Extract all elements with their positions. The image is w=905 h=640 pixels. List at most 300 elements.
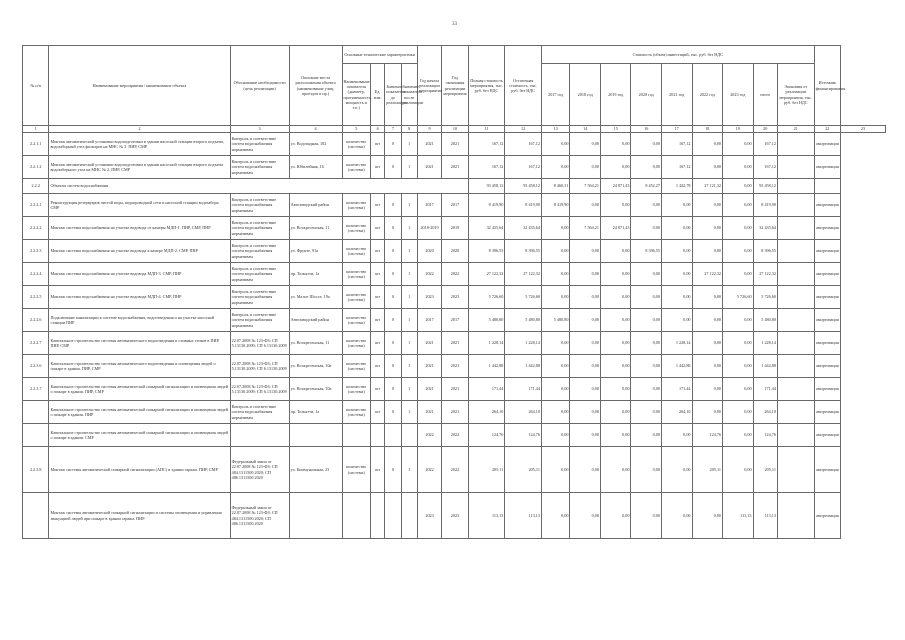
- row-cost-cell: 264,10: [468, 401, 505, 424]
- row-year-cell: 0,00: [541, 263, 569, 286]
- row-char-cell: количество (система): [342, 194, 370, 217]
- table-row: [23, 263, 886, 286]
- row-year-cell: 0,00: [631, 217, 662, 240]
- row-remain-cell: 5 726,60: [505, 286, 542, 309]
- row-year-end-cell: 2020: [442, 240, 468, 263]
- row-year-cell: 0,00: [541, 286, 569, 309]
- row-year-cell: 0,00: [692, 156, 723, 179]
- row-basis-cell: Контроль и соответствие систем водоснабжения нормативам: [230, 194, 289, 217]
- row-year-cell: 0,00: [600, 401, 631, 424]
- table-row: [23, 156, 886, 179]
- row-before-cell: 0: [385, 156, 401, 179]
- row-year-cell: 0,00: [723, 355, 754, 378]
- row-after-cell: 1: [401, 355, 417, 378]
- table-row: [23, 194, 886, 217]
- header-year: 2022 год: [692, 64, 723, 126]
- row-eff-cell: [777, 240, 814, 263]
- row-char-cell: [342, 424, 370, 447]
- row-year-end-cell: 2021: [442, 133, 468, 156]
- row-eff-cell: [777, 493, 814, 539]
- header-year-end: Год окончания реализации мероприятия: [442, 46, 468, 126]
- row-name-cell: Капитальное строительство системы автоматического водоотведения и сливных стоков в ПИР. ПИР, СМР: [49, 332, 230, 355]
- row-year-start-cell: 2022: [417, 447, 441, 493]
- row-char-cell: количество (система): [342, 332, 370, 355]
- row-after-cell: 1: [401, 286, 417, 309]
- row-unit-cell: шт: [371, 355, 385, 378]
- row-name-cell: Капитальное строительство системы автоматического водоотведения и оповещения людей о пожаре в здании. ПИР, СМР: [49, 355, 230, 378]
- row-total-cell: 167,12: [753, 156, 777, 179]
- row-year-cell: 0,00: [541, 493, 569, 539]
- column-number: 8: [401, 126, 417, 133]
- header-tech-group: Основные технические характеристики: [342, 46, 417, 64]
- row-before-cell: 0: [385, 263, 401, 286]
- row-year-cell: 5 480,80: [541, 309, 569, 332]
- row-year-end-cell: 2021: [442, 156, 468, 179]
- column-number: 19: [723, 126, 754, 133]
- row-year-cell: 8 460,31: [541, 179, 569, 194]
- row-year-end-cell: 2022: [442, 424, 468, 447]
- row-year-end-cell: 2023: [442, 286, 468, 309]
- row-after-cell: 1: [401, 240, 417, 263]
- row-before-cell: 0: [385, 332, 401, 355]
- row-year-start-cell: 2017: [417, 194, 441, 217]
- row-before-cell: [385, 424, 401, 447]
- row-year-cell: 24 871,43: [600, 179, 631, 194]
- row-year-cell: 0,00: [661, 309, 692, 332]
- header-year-start: Год начала реализации мероприятия: [417, 46, 441, 126]
- column-number: 14: [570, 126, 601, 133]
- row-basis-cell: Контроль и соответствие систем водоснабжения нормативам: [230, 240, 289, 263]
- row-year-cell: 0,00: [600, 309, 631, 332]
- row-location-cell: Автозаводский район: [289, 309, 342, 332]
- table-row: [23, 286, 886, 309]
- row-year-end-cell: 2017: [442, 309, 468, 332]
- row-char-cell: количество (система): [342, 286, 370, 309]
- row-year-cell: 0,00: [600, 447, 631, 493]
- row-year-cell: 0,00: [692, 401, 723, 424]
- row-year-cell: 0,00: [692, 133, 723, 156]
- row-cost-cell: 171,44: [468, 378, 505, 401]
- row-num-cell: 2.2.2: [23, 179, 49, 194]
- row-before-cell: 0: [385, 378, 401, 401]
- header-year: 2020 год: [631, 64, 662, 126]
- row-year-cell: 0,00: [723, 401, 754, 424]
- row-year-start-cell: 2022: [417, 263, 441, 286]
- column-number: 17: [661, 126, 692, 133]
- row-year-cell: 0,00: [661, 447, 692, 493]
- header-year: 2019 год: [600, 64, 631, 126]
- row-name-cell: Объекты систем водоснабжения: [49, 179, 468, 194]
- row-source-cell: амортизация: [814, 355, 840, 378]
- row-unit-cell: шт: [371, 378, 385, 401]
- row-year-end-cell: 2019: [442, 217, 468, 240]
- column-number: 15: [600, 126, 631, 133]
- row-year-start-cell: 2021: [417, 133, 441, 156]
- row-cost-cell: 5 726,60: [468, 286, 505, 309]
- row-eff-cell: [777, 179, 814, 194]
- row-unit-cell: шт: [371, 133, 385, 156]
- row-after-cell: 1: [401, 263, 417, 286]
- header-source: Источник финансирования: [814, 46, 840, 126]
- row-year-cell: 0,00: [692, 217, 723, 240]
- row-year-cell: 0,00: [541, 332, 569, 355]
- row-year-cell: 0,00: [661, 194, 692, 217]
- row-cost-cell: 27 122,32: [468, 263, 505, 286]
- row-char-cell: количество (система): [342, 447, 370, 493]
- row-year-cell: 0,00: [541, 378, 569, 401]
- row-year-cell: 0,00: [541, 447, 569, 493]
- column-number: 10: [442, 126, 468, 133]
- row-year-cell: 0,00: [600, 263, 631, 286]
- row-year-cell: 0,00: [631, 263, 662, 286]
- row-year-cell: 7 564,21: [570, 179, 601, 194]
- row-char-cell: количество (система): [342, 263, 370, 286]
- row-year-cell: 27 122,32: [692, 263, 723, 286]
- row-year-cell: 0,00: [541, 355, 569, 378]
- row-total-cell: 93 458,12: [753, 179, 777, 194]
- table-body: [23, 133, 886, 539]
- row-source-cell: амортизация: [814, 194, 840, 217]
- row-year-cell: 0,00: [723, 133, 754, 156]
- row-remain-cell: 8 396,55: [505, 240, 542, 263]
- column-number: 16: [631, 126, 662, 133]
- row-location-cell: [289, 424, 342, 447]
- row-cost-cell: 167,12: [468, 156, 505, 179]
- row-year-cell: 0,00: [541, 133, 569, 156]
- row-year-start-cell: 2021: [417, 401, 441, 424]
- row-year-cell: 0,00: [600, 493, 631, 539]
- row-year-cell: 0,00: [692, 378, 723, 401]
- row-source-cell: амортизация: [814, 240, 840, 263]
- row-source-cell: амортизация: [814, 424, 840, 447]
- row-unit-cell: шт: [371, 194, 385, 217]
- header-num: № п/п: [23, 46, 49, 126]
- table-row: [23, 217, 886, 240]
- row-before-cell: 0: [385, 447, 401, 493]
- header-total: итого: [753, 64, 777, 126]
- row-year-cell: 7 564,21: [570, 217, 601, 240]
- table-row: [23, 493, 886, 539]
- row-year-cell: 0,00: [661, 240, 692, 263]
- column-number: 23: [841, 126, 886, 133]
- row-year-cell: 0,00: [723, 156, 754, 179]
- row-remain-cell: 27 122,32: [505, 263, 542, 286]
- row-year-cell: 0,00: [570, 378, 601, 401]
- row-year-cell: 0,00: [692, 286, 723, 309]
- row-name-cell: Монтаж системы автоматической пожарной сигнализации и системы оповещения и управления эвакуацией людей при пожаре в здании гаража. ПИР: [49, 493, 230, 539]
- header-remain: Остаточная стоимость, тыс. руб. без НДС: [505, 46, 542, 126]
- row-year-cell: 1 442,78: [661, 179, 692, 194]
- row-total-cell: 27 122,32: [753, 263, 777, 286]
- row-unit-cell: шт: [371, 156, 385, 179]
- column-number: 21: [777, 126, 814, 133]
- row-location-cell: пр. Тольятти, 1а: [289, 263, 342, 286]
- row-total-cell: 171,44: [753, 378, 777, 401]
- header-tech-char: Наименование показателя (диаметр, протяженность, мощность и т.п.): [342, 64, 370, 126]
- table-row: [23, 378, 886, 401]
- row-year-end-cell: 2022: [442, 263, 468, 286]
- row-num-cell: 2.2.2.4: [23, 263, 49, 286]
- row-location-cell: Автозаводский район: [289, 194, 342, 217]
- column-number-row: [23, 126, 886, 133]
- column-number: 4: [289, 126, 342, 133]
- row-year-cell: 0,00: [723, 194, 754, 217]
- row-eff-cell: [777, 447, 814, 493]
- row-basis-cell: Контроль и соответствие систем водоснабжения нормативам: [230, 133, 289, 156]
- row-year-end-cell: 2021: [442, 401, 468, 424]
- row-remain-cell: 1 228,14: [505, 332, 542, 355]
- row-year-start-cell: 2017: [417, 309, 441, 332]
- row-year-cell: 0,00: [723, 332, 754, 355]
- row-year-cell: 27 121,32: [692, 179, 723, 194]
- row-year-end-cell: 2022: [442, 447, 468, 493]
- row-basis-cell: Контроль и соответствие систем водоснабжения нормативам: [230, 263, 289, 286]
- row-eff-cell: [777, 263, 814, 286]
- row-year-cell: 5 726,60: [723, 286, 754, 309]
- header-basis: Обоснование необходимости (цель реализации): [230, 46, 289, 126]
- row-num-cell: 2.2.2.1: [23, 194, 49, 217]
- row-year-start-cell: 2021: [417, 355, 441, 378]
- row-num-cell: 2.2.3.8: [23, 447, 49, 493]
- row-remain-cell: 124,76: [505, 424, 542, 447]
- row-total-cell: 8 396,55: [753, 240, 777, 263]
- row-basis-cell: Контроль и соответствие систем водоснабжения нормативам: [230, 401, 289, 424]
- row-year-cell: 124,76: [692, 424, 723, 447]
- row-year-cell: 205,11: [692, 447, 723, 493]
- row-total-cell: 113,13: [753, 493, 777, 539]
- row-year-cell: 0,00: [661, 493, 692, 539]
- row-source-cell: амортизация: [814, 286, 840, 309]
- row-after-cell: 1: [401, 156, 417, 179]
- row-after-cell: 1: [401, 309, 417, 332]
- column-number: 22: [814, 126, 840, 133]
- row-year-cell: 0,00: [723, 309, 754, 332]
- row-unit-cell: шт: [371, 309, 385, 332]
- table-row: [23, 332, 886, 355]
- row-after-cell: 1: [401, 217, 417, 240]
- row-cost-cell: 1 228,14: [468, 332, 505, 355]
- row-basis-cell: Контроль и соответствие систем водоснабжения нормативам: [230, 286, 289, 309]
- row-year-cell: 0,00: [723, 263, 754, 286]
- row-num-cell: 2.2.3.7: [23, 378, 49, 401]
- row-year-end-cell: 2017: [442, 194, 468, 217]
- row-year-cell: 0,00: [600, 156, 631, 179]
- row-basis-cell: Федеральный закон от 22.07.2008 № 123-ФЗ; СП 484.1311500.2020; СП 486.1311500.2020: [230, 447, 289, 493]
- row-year-cell: 0,00: [631, 156, 662, 179]
- row-year-end-cell: 2021: [442, 378, 468, 401]
- row-year-cell: 0,00: [661, 286, 692, 309]
- row-year-cell: 0,00: [600, 194, 631, 217]
- row-total-cell: 8 419,90: [753, 194, 777, 217]
- row-location-cell: ул. Воскресенская, 11: [289, 332, 342, 355]
- row-before-cell: 0: [385, 133, 401, 156]
- row-year-cell: 0,00: [570, 424, 601, 447]
- row-num-cell: [23, 401, 49, 424]
- row-num-cell: [23, 424, 49, 447]
- row-year-cell: 113,13: [723, 493, 754, 539]
- row-year-cell: 0,00: [541, 217, 569, 240]
- row-eff-cell: [777, 401, 814, 424]
- row-location-cell: ул. Воскресенская, 10а: [289, 355, 342, 378]
- row-num-cell: 2.2.2.5: [23, 286, 49, 309]
- row-remain-cell: 5 480,80: [505, 309, 542, 332]
- row-eff-cell: [777, 378, 814, 401]
- row-year-cell: 0,00: [541, 424, 569, 447]
- row-year-cell: 0,00: [692, 309, 723, 332]
- row-total-cell: 1 442,88: [753, 355, 777, 378]
- row-before-cell: 0: [385, 309, 401, 332]
- row-char-cell: количество (система): [342, 309, 370, 332]
- row-name-cell: Капитальное строительство системы автоматической пожарной сигнализации и оповещения людей о пожаре в здании. СМР: [49, 424, 230, 447]
- header-tech-before: Значение показателя до реализации: [385, 64, 401, 126]
- row-year-start-cell: 2022: [417, 424, 441, 447]
- row-unit-cell: [371, 493, 385, 539]
- row-year-cell: 0,00: [723, 240, 754, 263]
- page-number: 33: [452, 22, 457, 27]
- column-number: 13: [541, 126, 569, 133]
- column-number: 5: [342, 126, 370, 133]
- row-eff-cell: [777, 286, 814, 309]
- table-row: [23, 447, 886, 493]
- row-basis-cell: Контроль и соответствие систем водоснабжения нормативам: [230, 156, 289, 179]
- investment-table: [22, 45, 886, 539]
- table-subtotal-row: [23, 179, 886, 194]
- row-year-cell: 0,00: [692, 493, 723, 539]
- row-before-cell: 0: [385, 194, 401, 217]
- row-num-cell: 2.2.3.6: [23, 355, 49, 378]
- row-source-cell: амортизация: [814, 217, 840, 240]
- row-unit-cell: шт: [371, 286, 385, 309]
- row-year-cell: 0,00: [631, 378, 662, 401]
- row-name-cell: Монтаж автоматической установки водоподготовки в здании насосной станции второго подъема водозаборного узла на МНС № 2. ПИР, СМР: [49, 156, 230, 179]
- row-cost-cell: 113,13: [468, 493, 505, 539]
- row-location-cell: ул. Фрунзе, 91а: [289, 240, 342, 263]
- row-year-cell: 0,00: [570, 240, 601, 263]
- column-number: 2: [49, 126, 230, 133]
- row-source-cell: амортизация: [814, 156, 840, 179]
- row-location-cell: ул. Юбилейная, 16: [289, 156, 342, 179]
- row-unit-cell: шт: [371, 217, 385, 240]
- row-eff-cell: [777, 424, 814, 447]
- row-year-cell: 0,00: [570, 286, 601, 309]
- row-total-cell: 1 228,14: [753, 332, 777, 355]
- row-year-cell: 0,00: [600, 133, 631, 156]
- header-year: 2021 год: [661, 64, 692, 126]
- row-after-cell: 1: [401, 332, 417, 355]
- row-source-cell: амортизация: [814, 332, 840, 355]
- row-year-cell: 0,00: [692, 332, 723, 355]
- row-char-cell: количество (система): [342, 156, 370, 179]
- row-after-cell: 1: [401, 401, 417, 424]
- row-total-cell: 124,76: [753, 424, 777, 447]
- header-year: 2023 год: [723, 64, 754, 126]
- row-eff-cell: [777, 309, 814, 332]
- row-cost-cell: 93 458,12: [468, 179, 505, 194]
- row-basis-cell: Федеральный закон от 22.07.2008 № 123-ФЗ; СП 484.1311500.2020; СП 486.1311500.2020: [230, 493, 289, 539]
- row-year-cell: 8 452,27: [631, 179, 662, 194]
- row-name-cell: Монтаж системы водоснабжения на участке водовода от камеры МДП-1. ПИР, СМР, ПНР: [49, 217, 230, 240]
- row-year-cell: 171,44: [661, 378, 692, 401]
- row-year-cell: 264,10: [661, 401, 692, 424]
- row-total-cell: 264,10: [753, 401, 777, 424]
- row-year-cell: 0,00: [600, 286, 631, 309]
- row-year-cell: 0,00: [570, 263, 601, 286]
- row-name-cell: Монтаж автоматической установки водоподготовки в здании насосной станции второго подъема, водозаборный узел фильтров на МНС № 3. ПИР, СМР: [49, 133, 230, 156]
- row-char-cell: количество (система): [342, 378, 370, 401]
- row-after-cell: [401, 493, 417, 539]
- table-row: [23, 355, 886, 378]
- row-remain-cell: 167,12: [505, 156, 542, 179]
- header-name: Наименование мероприятия / наименование объекта: [49, 46, 230, 126]
- row-eff-cell: [777, 194, 814, 217]
- row-year-cell: 1 228,14: [661, 332, 692, 355]
- row-unit-cell: [371, 424, 385, 447]
- row-year-cell: 0,00: [600, 240, 631, 263]
- row-year-end-cell: 2023: [442, 493, 468, 539]
- header-tech-unit: Ед. изм.: [371, 64, 385, 126]
- row-char-cell: количество (система): [342, 240, 370, 263]
- row-before-cell: 0: [385, 355, 401, 378]
- header-location: Описание места расположения объекта (наименование улиц, проездов и пр.): [289, 46, 342, 126]
- row-year-cell: 0,00: [723, 447, 754, 493]
- row-year-start-cell: 2020: [417, 240, 441, 263]
- row-year-cell: 0,00: [600, 355, 631, 378]
- row-year-cell: 0,00: [541, 240, 569, 263]
- row-year-cell: 0,00: [631, 194, 662, 217]
- row-remain-cell: 113,13: [505, 493, 542, 539]
- column-number: 9: [417, 126, 441, 133]
- row-remain-cell: 8 419,90: [505, 194, 542, 217]
- row-year-cell: 8 419,90: [541, 194, 569, 217]
- row-name-cell: Монтаж системы водоснабжения на участке водовода МДП-3. СМР, ПНР: [49, 263, 230, 286]
- header-year: 2018 год: [570, 64, 601, 126]
- row-year-cell: 0,00: [570, 194, 601, 217]
- row-unit-cell: шт: [371, 263, 385, 286]
- row-year-cell: 0,00: [570, 309, 601, 332]
- column-number: 1: [23, 126, 49, 133]
- row-before-cell: 0: [385, 217, 401, 240]
- row-before-cell: 0: [385, 401, 401, 424]
- row-year-cell: 0,00: [661, 424, 692, 447]
- row-total-cell: 167,12: [753, 133, 777, 156]
- row-after-cell: 1: [401, 447, 417, 493]
- row-basis-cell: 22.07.2008 № 123-ФЗ; СП 5.13130.2009; СП 6.13130.2009: [230, 332, 289, 355]
- column-number: 11: [468, 126, 505, 133]
- row-source-cell: амортизация: [814, 493, 840, 539]
- row-year-start-cell: 2018-2019: [417, 217, 441, 240]
- row-year-cell: 0,00: [631, 401, 662, 424]
- row-eff-cell: [777, 332, 814, 355]
- row-basis-cell: 22.07.2008 № 123-ФЗ; СП 5.13130.2009; СП 6.13130.2009: [230, 378, 289, 401]
- row-year-cell: 0,00: [541, 401, 569, 424]
- row-year-cell: 0,00: [600, 378, 631, 401]
- row-source-cell: амортизация: [814, 309, 840, 332]
- column-number: 18: [692, 126, 723, 133]
- table-row: [23, 424, 886, 447]
- column-number: 3: [230, 126, 289, 133]
- row-year-cell: 0,00: [631, 447, 662, 493]
- row-remain-cell: 205,11: [505, 447, 542, 493]
- row-basis-cell: Контроль и соответствие систем водоснабжения нормативам: [230, 309, 289, 332]
- row-total-cell: 205,11: [753, 447, 777, 493]
- row-char-cell: [342, 493, 370, 539]
- row-basis-cell: Контроль и соответствие систем водоснабжения нормативам: [230, 217, 289, 240]
- row-year-start-cell: 2023: [417, 286, 441, 309]
- row-num-cell: 2.2.2.6: [23, 309, 49, 332]
- column-number: 6: [371, 126, 385, 133]
- row-year-cell: 0,00: [570, 133, 601, 156]
- row-year-cell: 0,00: [570, 355, 601, 378]
